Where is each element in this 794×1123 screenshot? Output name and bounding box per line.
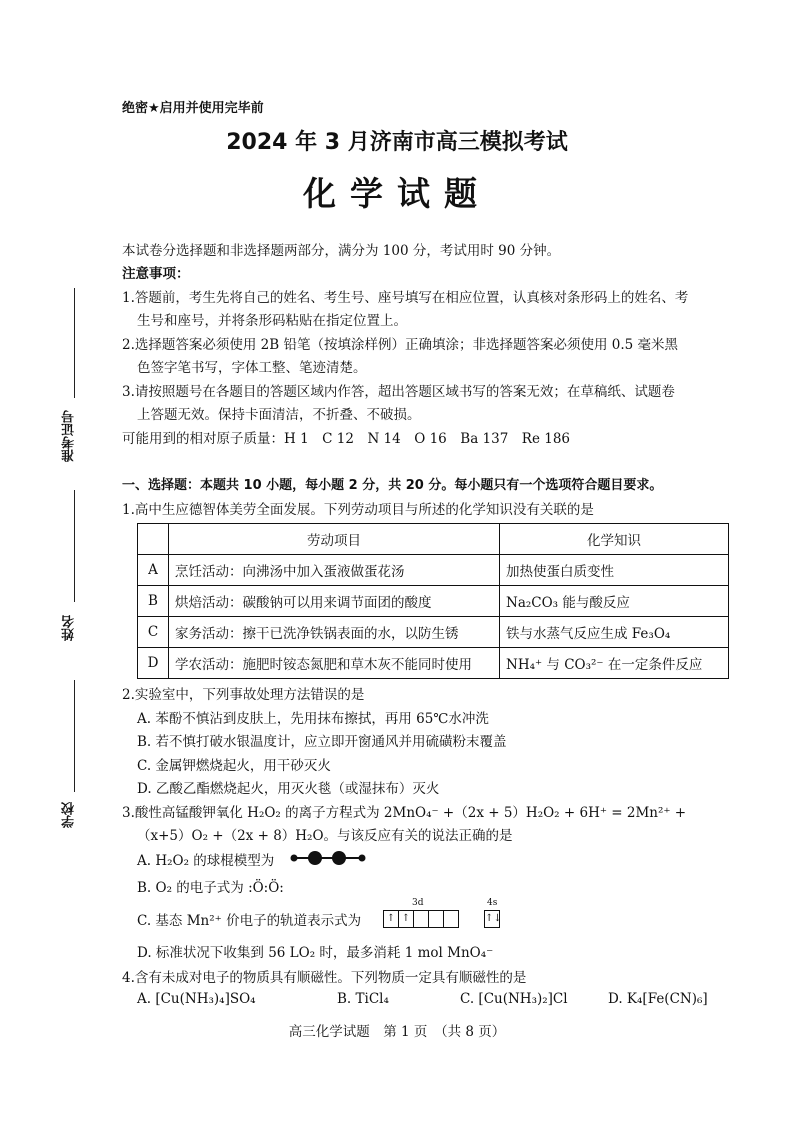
orbital-3d-label: 3d bbox=[412, 898, 424, 908]
q2-option-d: D. 乙酸乙酯燃烧起火，用灭火毯（或湿抹布）灭火 bbox=[137, 781, 440, 797]
note-1a: 1.答题前，考生先将自己的姓名、考生号、座号填写在相应位置，认真核对条形码上的姓名、考 bbox=[122, 290, 689, 306]
orbital-box-icon bbox=[414, 911, 429, 927]
note-2b: 色签字笔书写，字体工整、笔迹清楚。 bbox=[137, 360, 367, 376]
header-chem-knowledge: 化学知识 bbox=[500, 524, 729, 555]
row-knowledge: 铁与水蒸气反应生成 Fe₃O₄ bbox=[500, 617, 729, 648]
row-knowledge: Na₂CO₃ 能与酸反应 bbox=[500, 586, 729, 617]
q2-option-b: B. 若不慎打破水银温度计，应立即开窗通风并用硫磺粉末覆盖 bbox=[137, 734, 507, 750]
row-knowledge: NH₄⁺ 与 CO₃²⁻ 在一定条件反应 bbox=[500, 648, 729, 679]
orbital-box-icon: ↑ bbox=[384, 911, 399, 927]
section-heading: 一、选择题：本题共 10 小题，每小题 2 分，共 20 分。每小题只有一个选项符合题目要求。 bbox=[122, 478, 663, 493]
q3-stem-1: 3.酸性高锰酸钾氧化 H₂O₂ 的离子方程式为 2MnO₄⁻ +（2x + 5）H₂O₂ + 6H⁺ = 2Mn²⁺ + bbox=[122, 805, 687, 821]
q3-option-d: D. 标准状况下收集到 56 LO₂ 时，最多消耗 1 mol MnO₄⁻ bbox=[137, 945, 494, 961]
q3-option-a: A. H₂O₂ 的球棍模型为 bbox=[137, 853, 275, 869]
q4-stem: 4.含有未成对电子的物质具有顺磁性。下列物质一定具有顺磁性的是 bbox=[122, 970, 527, 986]
row-item: 烘焙活动：碳酸钠可以用来调节面团的酸度 bbox=[169, 586, 500, 617]
school-line bbox=[74, 680, 75, 792]
table-row bbox=[138, 617, 729, 648]
table-header-blank bbox=[138, 524, 169, 555]
side-ticket-label: 准考证号 bbox=[62, 410, 77, 462]
q4-option-b: B. TiCl₄ bbox=[337, 991, 389, 1007]
exam-title: 2024 年 3 月济南市高三模拟考试 bbox=[226, 130, 568, 155]
ball-stick-model-icon bbox=[290, 850, 366, 866]
orbital-3d-diagram bbox=[383, 910, 459, 928]
orbital-box-icon bbox=[429, 911, 444, 927]
notes-title: 注意事项： bbox=[122, 266, 190, 282]
q3-option-b: B. O₂ 的电子式为 :Ö:Ö: bbox=[137, 880, 284, 896]
name-line bbox=[74, 490, 75, 602]
orbital-box-icon: ↑ bbox=[399, 911, 414, 927]
note-3b: 上答题无效。保持卡面清洁，不折叠、不破损。 bbox=[137, 407, 421, 423]
table-row bbox=[138, 648, 729, 679]
q4-option-d: D. K₄[Fe(CN)₆] bbox=[608, 991, 708, 1007]
row-knowledge: 加热使蛋白质变性 bbox=[500, 555, 729, 586]
q4-option-c: C. [Cu(NH₃)₂]Cl bbox=[460, 991, 568, 1007]
atomic-masses: 可能用到的相对原子质量：H 1 C 12 N 14 O 16 Ba 137 Re 186 bbox=[122, 431, 571, 447]
note-1b: 生号和座号，并将条形码粘贴在指定位置上。 bbox=[137, 313, 407, 329]
table-row bbox=[138, 586, 729, 617]
row-option: D bbox=[138, 648, 169, 679]
row-item: 家务活动：擦干已洗净铁锅表面的水，以防生锈 bbox=[169, 617, 500, 648]
row-item: 学农活动：施肥时铵态氮肥和草木灰不能同时使用 bbox=[169, 648, 500, 679]
q1-table bbox=[137, 523, 729, 679]
orbital-4s-diagram bbox=[484, 910, 500, 928]
q2-option-a: A. 苯酚不慎沾到皮肤上，先用抹布擦拭，再用 65℃水冲洗 bbox=[137, 711, 489, 727]
row-option: A bbox=[138, 555, 169, 586]
q1-stem: 1.高中生应德智体美劳全面发展。下列劳动项目与所述的化学知识没有关联的是 bbox=[122, 502, 594, 518]
row-option: B bbox=[138, 586, 169, 617]
note-2a: 2.选择题答案必须使用 2B 铅笔（按填涂样例）正确填涂；非选择题答案必须使用 0.5 毫米黑 bbox=[122, 337, 679, 353]
confidential-label: 绝密★启用并使用完毕前 bbox=[122, 101, 264, 116]
intro-line: 本试卷分选择题和非选择题两部分，满分为 100 分，考试用时 90 分钟。 bbox=[122, 243, 561, 259]
side-name-label: 姓名 bbox=[62, 615, 77, 641]
header-labor-item: 劳动项目 bbox=[169, 524, 500, 555]
page-footer: 高三化学试题 第 1 页 （共 8 页） bbox=[288, 1024, 506, 1040]
row-option: C bbox=[138, 617, 169, 648]
q3-stem-2: （x+5）O₂ +（2x + 8）H₂O。与该反应有关的说法正确的是 bbox=[137, 828, 513, 844]
note-3a: 3.请按照题号在各题目的答题区域内作答，超出答题区域书写的答案无效；在草稿纸、试题卷 bbox=[122, 384, 675, 400]
subject-title: 化学试题 bbox=[303, 174, 491, 213]
orbital-4s-label: 4s bbox=[487, 898, 498, 908]
q2-option-c: C. 金属钾燃烧起火，用干砂灭火 bbox=[137, 758, 331, 774]
table-header-row bbox=[138, 524, 729, 555]
orbital-box-icon: ↑↓ bbox=[485, 913, 502, 924]
q3-option-c: C. 基态 Mn²⁺ 价电子的轨道表示式为 bbox=[137, 913, 362, 929]
orbital-box-icon bbox=[444, 911, 458, 927]
row-item: 烹饪活动：向沸汤中加入蛋液做蛋花汤 bbox=[169, 555, 500, 586]
ticket-line bbox=[74, 288, 75, 398]
q2-stem: 2.实验室中，下列事故处理方法错误的是 bbox=[122, 687, 365, 703]
table-row bbox=[138, 555, 729, 586]
q4-option-a: A. [Cu(NH₃)₄]SO₄ bbox=[137, 991, 256, 1007]
side-school-label: 学校 bbox=[62, 802, 77, 828]
